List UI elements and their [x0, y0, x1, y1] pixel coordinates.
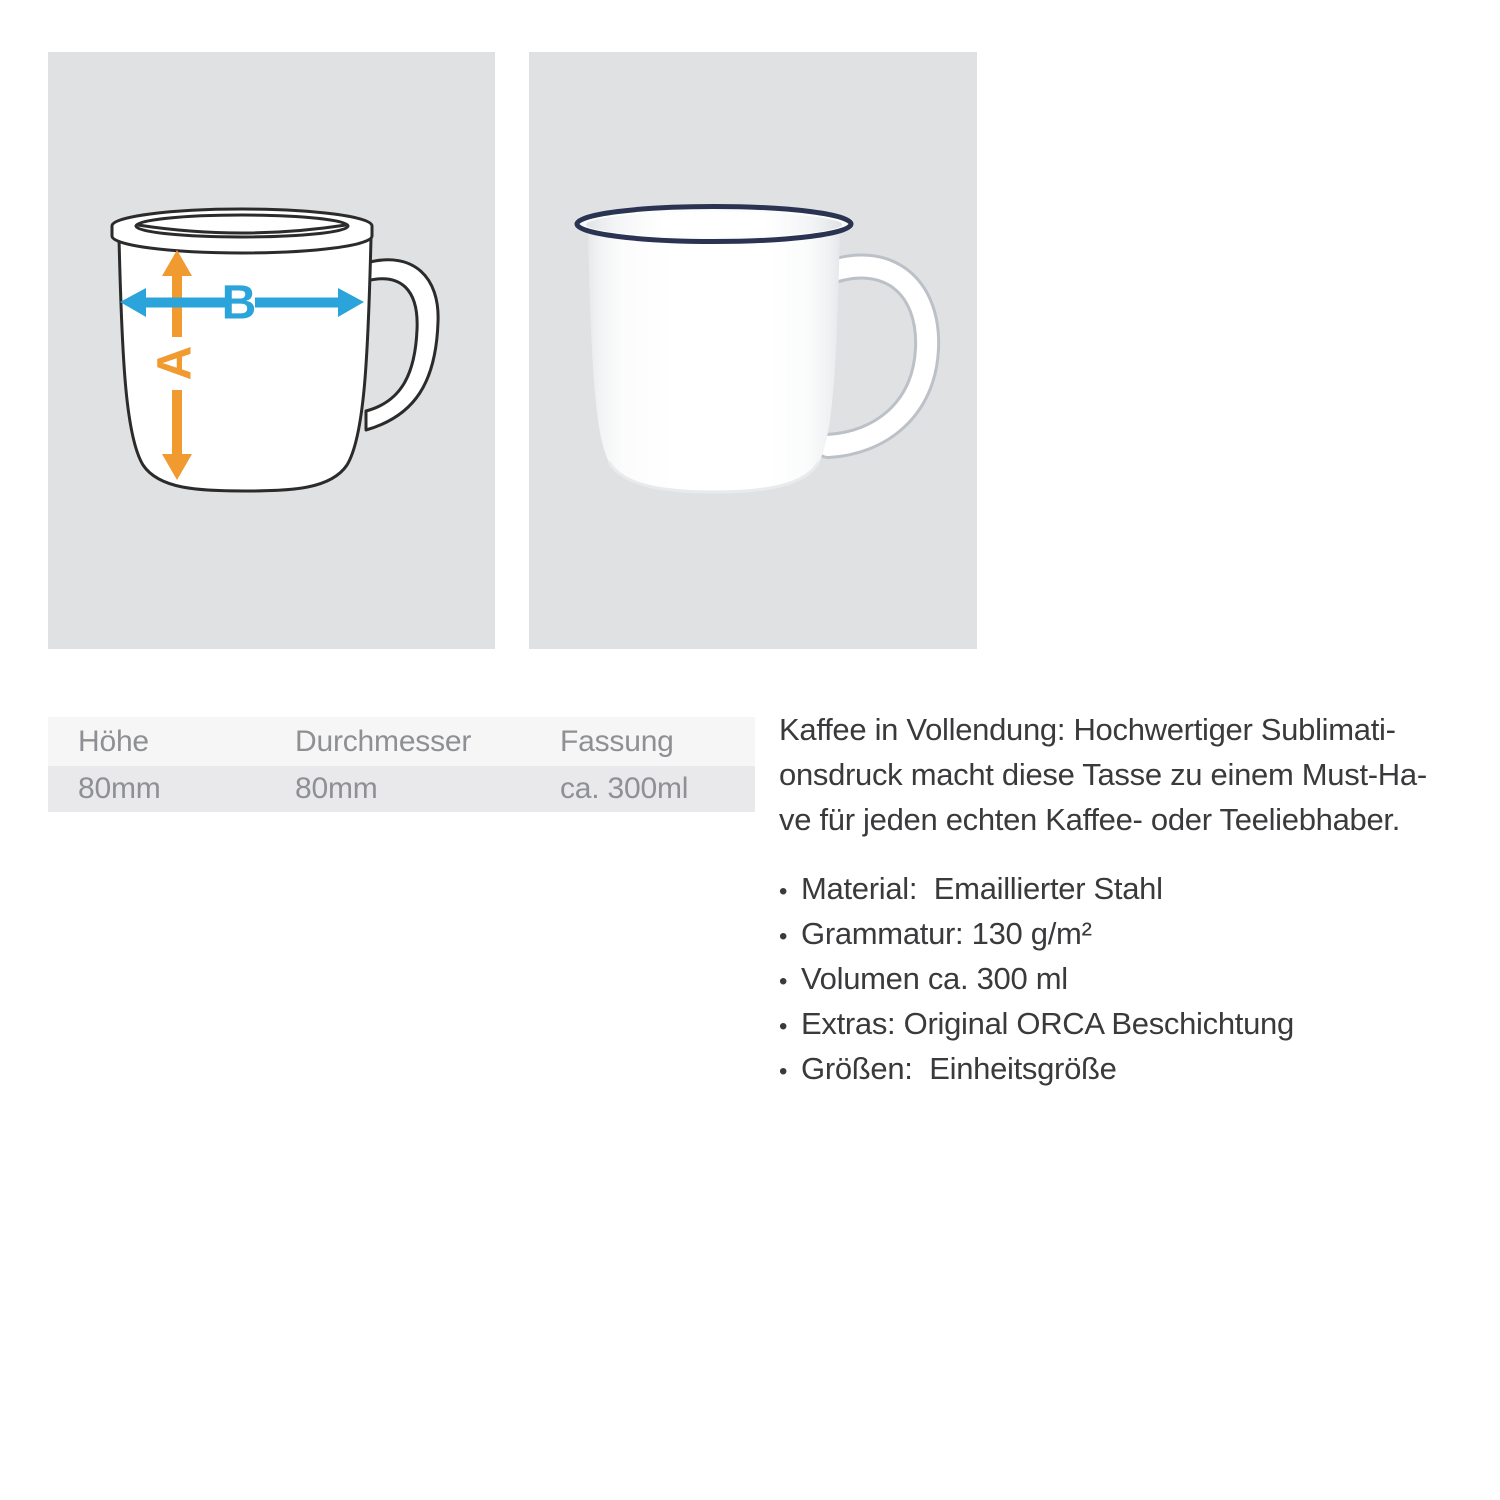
- mug-body: [588, 232, 840, 492]
- bullet-icon: •: [779, 878, 788, 905]
- size-table-header-row: [48, 717, 755, 766]
- paragraph-line: Kaffee in Vollendung: Hochwertiger Sublimati-: [779, 712, 1396, 747]
- description-paragraph: [779, 707, 1479, 842]
- product-description: [779, 707, 1479, 1093]
- size-table-value-row: [48, 766, 755, 812]
- size-table-header-hoehe: Höhe: [78, 724, 149, 758]
- height-label: A: [148, 345, 202, 381]
- feature-list: [779, 868, 1479, 1093]
- feature-extras: Extras: Original ORCA Beschichtung: [801, 1006, 1294, 1041]
- feature-groessen: Größen: Einheitsgröße: [801, 1051, 1117, 1086]
- paragraph-line: ve für jeden echten Kaffee- oder Teeliebhaber.: [779, 802, 1401, 837]
- mug-measurement-diagram-icon: [48, 52, 495, 649]
- size-value-durchmesser: 80mm: [295, 772, 378, 805]
- feature-volumen: Volumen ca. 300 ml: [801, 961, 1068, 996]
- size-diagram-panel: [48, 52, 495, 649]
- mug-rim: [577, 207, 851, 242]
- product-photo-panel: [529, 52, 977, 649]
- size-table: [48, 717, 755, 812]
- list-item: [779, 958, 1479, 1003]
- feature-material: Material: Emaillierter Stahl: [801, 871, 1163, 906]
- feature-grammatur: Grammatur: 130 g/m²: [801, 916, 1092, 951]
- list-item: [779, 1048, 1479, 1093]
- list-item: [779, 868, 1479, 913]
- list-item: [779, 1003, 1479, 1048]
- size-table-header-fassung: Fassung: [560, 724, 674, 758]
- bullet-icon: •: [779, 968, 788, 995]
- diameter-label: B: [221, 276, 257, 330]
- enamel-mug-photo: [529, 52, 977, 649]
- size-value-hoehe: 80mm: [78, 772, 161, 805]
- list-item: [779, 913, 1479, 958]
- bullet-icon: •: [779, 1013, 788, 1040]
- bullet-icon: •: [779, 923, 788, 950]
- mug-handle: [825, 267, 927, 446]
- paragraph-line: onsdruck macht diese Tasse zu einem Must-Ha-: [779, 757, 1427, 792]
- size-value-fassung: ca. 300ml: [560, 772, 689, 805]
- size-table-header-durchmesser: Durchmesser: [295, 724, 472, 758]
- bullet-icon: •: [779, 1058, 788, 1085]
